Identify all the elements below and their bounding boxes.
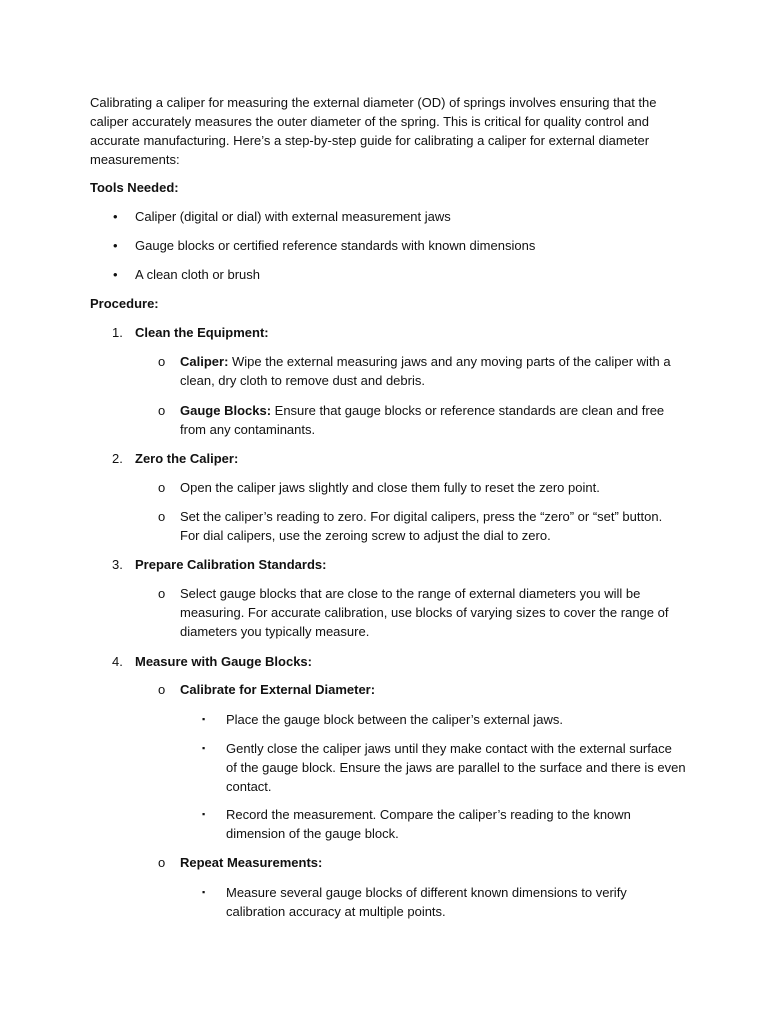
- tool-item: A clean cloth or brush: [135, 267, 261, 282]
- step-number: 1.: [112, 325, 123, 340]
- step-title: Prepare Calibration Standards:: [135, 557, 327, 572]
- sub-item: Measure several gauge blocks of different known dimensions to verify calibration accuracy at multiple points.: [226, 885, 627, 919]
- bullet-marker: •: [113, 209, 118, 224]
- step-number: 4.: [112, 654, 123, 669]
- item-label: Gauge Blocks:: [180, 403, 272, 418]
- tool-item: Caliper (digital or dial) with external measurement jaws: [135, 209, 451, 224]
- step-item: Open the caliper jaws slightly and close them fully to reset the zero point.: [180, 480, 600, 495]
- intro-paragraph: Calibrating a caliper for measuring the external diameter (OD) of springs involves ensuring that the caliper accurately measures the outer diameter of the spring. This is critical for quality control and accurate manufacturing. Here’s a step-by-step guide for calibrating a caliper for external diameter measurements:: [90, 95, 657, 167]
- circle-marker: o: [158, 480, 166, 495]
- item-label: Caliper:: [180, 354, 229, 369]
- sub-heading: Calibrate for External Diameter:: [180, 682, 376, 697]
- step-title: Measure with Gauge Blocks:: [135, 654, 312, 669]
- square-marker: ▪: [202, 809, 206, 819]
- sub-item: Record the measurement. Compare the caliper’s reading to the known dimension of the gauge block.: [226, 807, 631, 841]
- square-marker: ▪: [202, 743, 206, 753]
- bullet-marker: •: [113, 267, 118, 282]
- square-marker: ▪: [202, 714, 206, 724]
- step-item: Set the caliper’s reading to zero. For digital calipers, press the “zero” or “set” button. For dial calipers, use the zeroing screw to adjust the dial to zero.: [180, 509, 663, 543]
- square-marker: ▪: [202, 887, 206, 897]
- circle-marker: o: [158, 403, 166, 418]
- bullet-marker: •: [113, 238, 118, 253]
- item-text: Wipe the external measuring jaws and any moving parts of the caliper with a clean, dry cloth to remove dust and debris.: [180, 354, 671, 388]
- step-title: Zero the Caliper:: [135, 451, 239, 466]
- circle-marker: o: [158, 855, 166, 870]
- step-item: Select gauge blocks that are close to the range of external diameters you will be measuring. For accurate calibration, use blocks of varying sizes to cover the range of diameters you typically measure.: [180, 586, 669, 639]
- circle-marker: o: [158, 354, 166, 369]
- tools-heading: Tools Needed:: [90, 180, 179, 195]
- circle-marker: o: [158, 682, 166, 697]
- step-title: Clean the Equipment:: [135, 325, 269, 340]
- sub-item: Place the gauge block between the caliper’s external jaws.: [226, 712, 564, 727]
- circle-marker: o: [158, 509, 166, 524]
- sub-item: Gently close the caliper jaws until they make contact with the external surface of the gauge block. Ensure the jaws are parallel to the surface and there is even contact.: [226, 741, 686, 794]
- step-item: [180, 401, 680, 439]
- step-item: [180, 352, 680, 390]
- sub-heading: Repeat Measurements:: [180, 855, 323, 870]
- procedure-heading: Procedure:: [90, 296, 159, 311]
- item-text: Ensure that gauge blocks or reference standards are clean and free from any contaminants.: [180, 403, 665, 437]
- tool-item: Gauge blocks or certified reference standards with known dimensions: [135, 238, 536, 253]
- step-number: 2.: [112, 451, 123, 466]
- step-number: 3.: [112, 557, 123, 572]
- circle-marker: o: [158, 586, 166, 601]
